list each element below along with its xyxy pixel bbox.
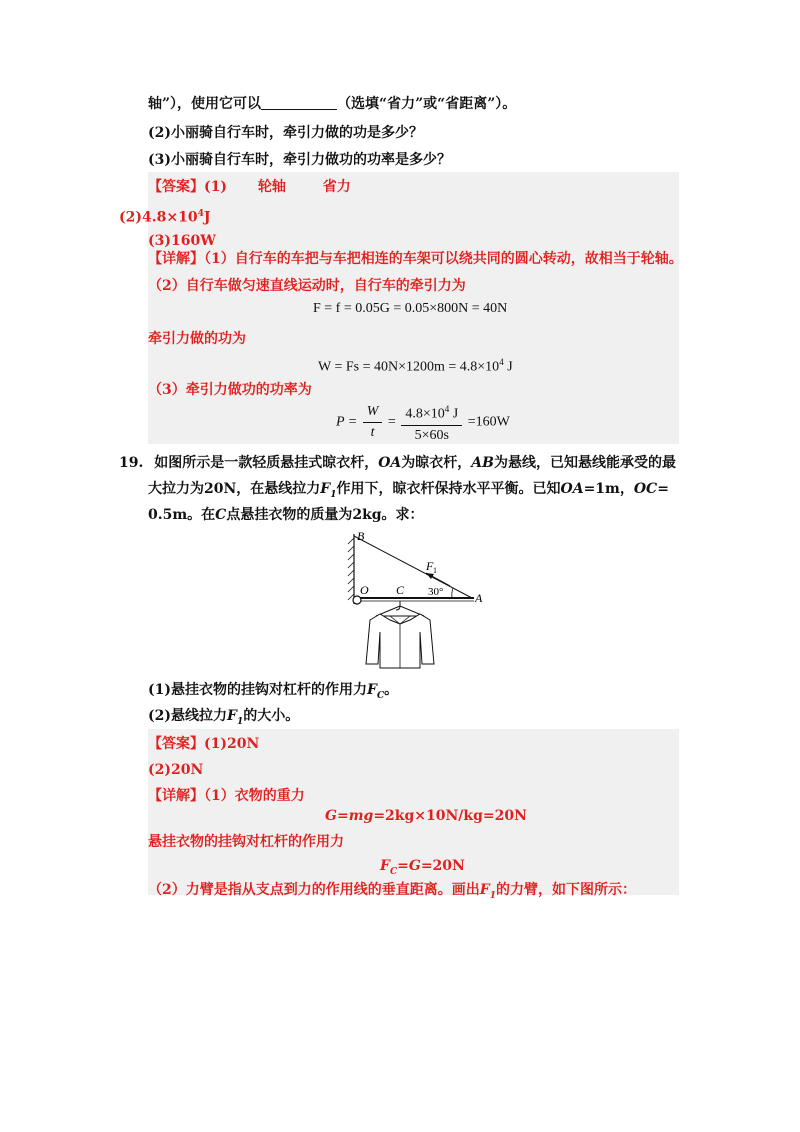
q19-line2: 大拉力为20N，在悬线拉力$F_1$作用下，晾衣杆保持水平平衡。已知OA=1m，OC= xyxy=(148,481,669,500)
wall-hatching xyxy=(348,538,354,600)
label-c: C xyxy=(396,583,405,597)
q19-question-1: (1)悬挂衣物的挂钩对杠杆的作用力$F_C$。 xyxy=(148,682,399,701)
label-f1: F xyxy=(426,559,434,573)
equation-fc: $F_C=G=20N$ xyxy=(380,858,465,877)
detail-18-line1: 【详解】（1）自行车的车把与车把相连的车架可以绕共同的圆心转动，故相当于轮轴。 xyxy=(148,251,683,267)
label-f1-sub: 1 xyxy=(433,566,437,575)
detail-18-line2: （2）自行车做匀速直线运动时，自行车的牵引力为 xyxy=(148,278,466,294)
label-o: O xyxy=(360,583,369,597)
detail-18-line4: （3）牵引力做功的功率为 xyxy=(148,382,312,398)
label-b: B xyxy=(357,529,365,543)
detail-19-line1: 【详解】（1）衣物的重力 xyxy=(148,788,305,804)
q19-question-2: (2)悬线拉力$F_1$的大小。 xyxy=(148,708,300,727)
answer-18-line3: (3)160W xyxy=(148,233,216,249)
answer-18-line1: 【答案】(1) 轮轴 省力 xyxy=(148,179,351,195)
angle-arc xyxy=(452,588,453,598)
equation-force: F = f = 0.05G = 0.05×800N = 40N xyxy=(313,301,508,316)
q18-question-3: (3)小丽骑自行车时，牵引力做功的功率是多少？ xyxy=(148,152,451,168)
equation-gravity: G=mg=2kg×10N/kg=20N xyxy=(325,808,527,824)
pivot-o xyxy=(353,596,361,604)
clothes-rack-diagram xyxy=(340,528,490,672)
string-ab xyxy=(354,536,472,598)
answer-19-line2: (2)20N xyxy=(148,762,204,778)
label-angle: 30° xyxy=(428,586,444,598)
answer-19-line1: 【答案】(1)20N xyxy=(148,736,260,752)
q19-line3: 0.5m。在C点悬挂衣物的质量为2kg。求： xyxy=(148,507,424,523)
q19-line1: 19. 如图所示是一款轻质悬挂式晾衣杆，OA为晾衣杆，AB为悬线，已知悬线能承受的最 xyxy=(119,455,676,471)
label-a: A xyxy=(475,591,483,605)
equation-power: P = $\frac{W}{t}$ = $\frac{4.8\times 10^4 J}{5\times 60s}$ =160W xyxy=(336,401,510,444)
fraction-w-over-t: $\frac{W}{t}$ xyxy=(363,404,383,441)
q18-question-2: (2)小丽骑自行车时，牵引力做的功是多少？ xyxy=(148,125,423,141)
fraction-work-over-time: $\frac{4.8\times 10^4 J}{5\times 60s}$ xyxy=(401,401,462,444)
equation-work: $W = Fs = 40N\times 1200m = 4.8\times 10^4$ J xyxy=(318,357,513,375)
hook-c xyxy=(396,601,400,610)
answer-blank[interactable] xyxy=(261,95,337,110)
q18-line1: 轴”），使用它可以 （选填“省力”或“省距离”）。 xyxy=(148,96,517,112)
detail-19-line2: 悬挂衣物的挂钩对杠杆的作用力 xyxy=(148,834,344,850)
detail-18-line3: 牵引力做的功为 xyxy=(148,331,246,347)
answer-18-line2: $(2)4.8\times 10^4J$ xyxy=(119,209,211,226)
detail-19-line3: （2）力臂是指从支点到力的作用线的垂直距离。画出$F_1$的力臂，如下图所示： xyxy=(148,882,636,901)
